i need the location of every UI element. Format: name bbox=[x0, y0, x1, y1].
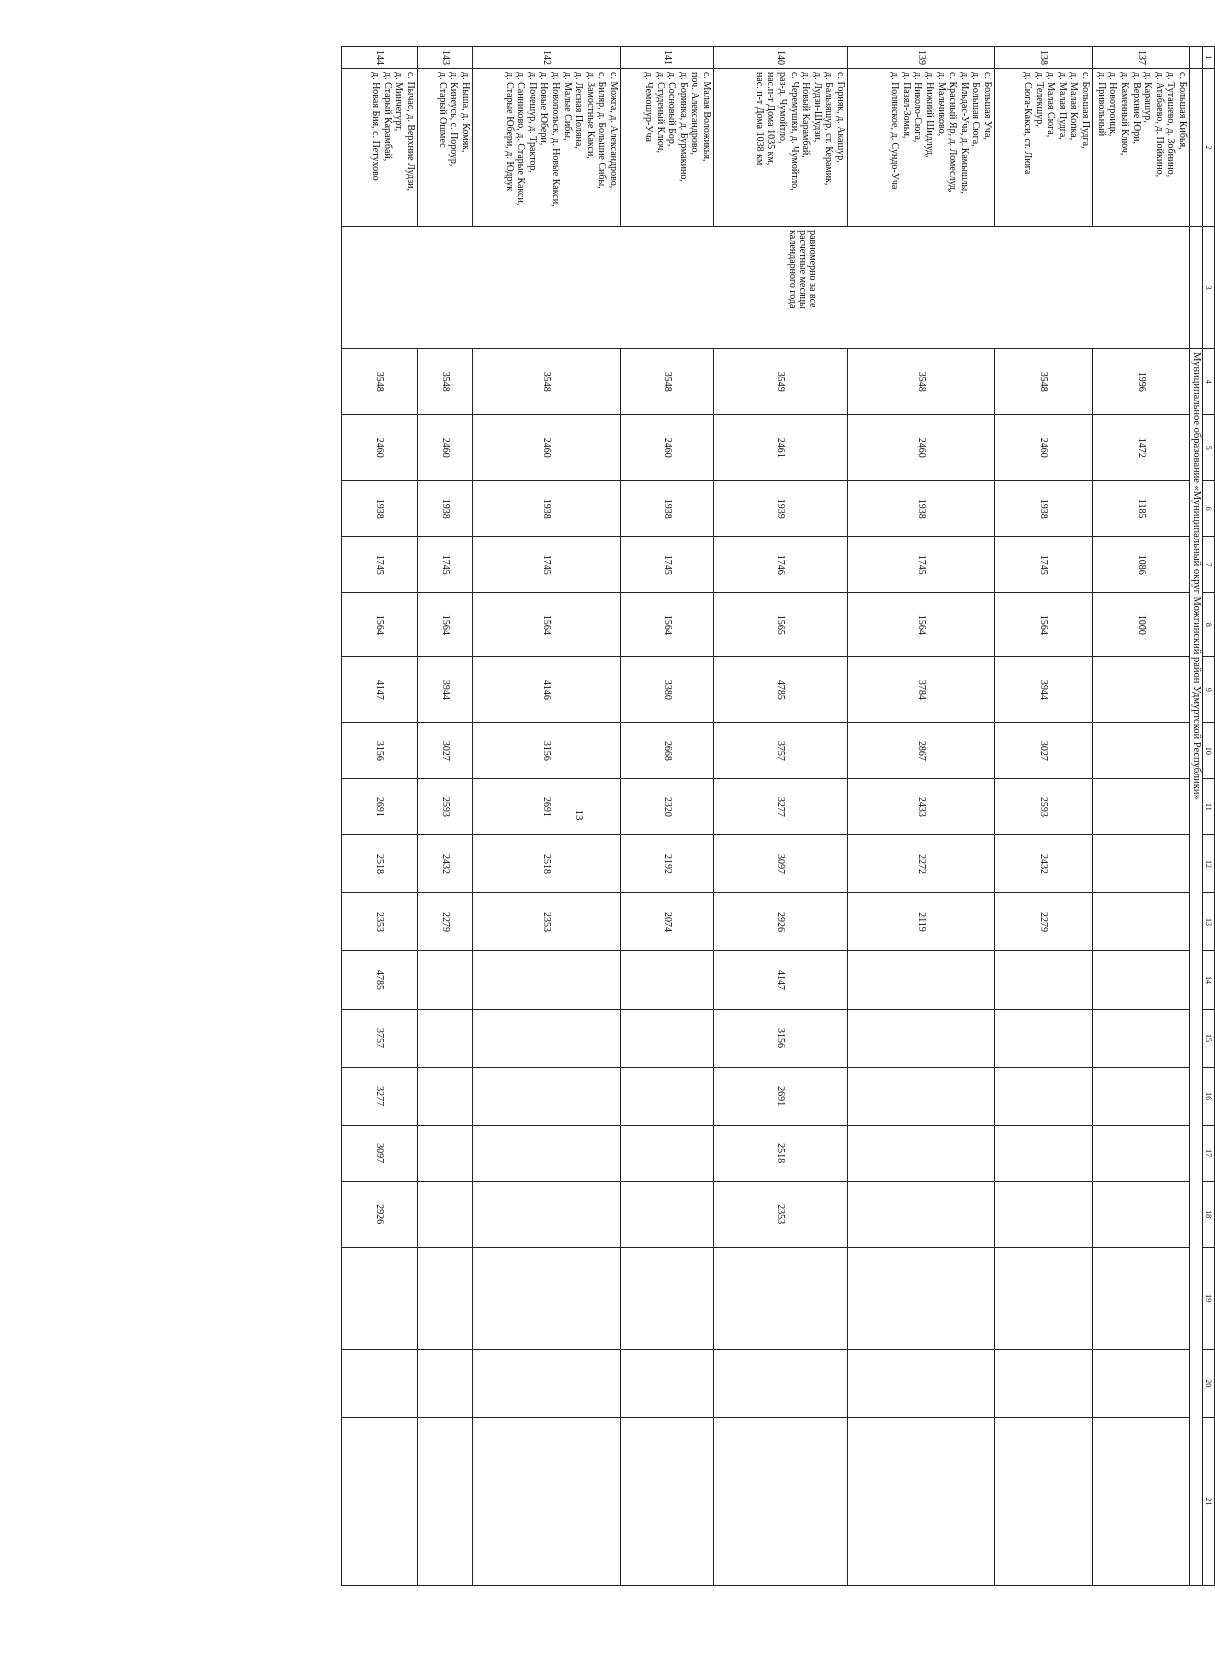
value-cell-col-9 bbox=[1093, 657, 1190, 723]
column-number-1: 1 bbox=[1203, 47, 1215, 69]
section-spacer-cell bbox=[1190, 47, 1203, 69]
value-cell-col-11: 2593 bbox=[418, 779, 473, 835]
value-cell-col-18 bbox=[418, 1181, 473, 1247]
rotated-table-container bbox=[135, 46, 1215, 1586]
value-cell-col-20 bbox=[714, 1349, 848, 1417]
column-number-3: 3 bbox=[1203, 227, 1215, 349]
column-number-13: 13 bbox=[1203, 893, 1215, 951]
value-cell-col-14 bbox=[848, 951, 995, 1009]
value-cell-col-8: 1564 bbox=[418, 593, 473, 657]
value-cell-col-13: 2074 bbox=[621, 893, 714, 951]
settlements-cell: с. Большая Кибья, д. Туташево, д. Зобнино, д. Атабаево, д. Пойкино, д. Карашур, д. Верхние Юри, д. Каменный Ключ, д. Новотроицк, д. Привольный bbox=[1093, 69, 1190, 227]
value-cell-col-19 bbox=[848, 1247, 995, 1349]
settlements-cell: с. Большая Пудга, д. Малая Копка, д. Малая Пудга, д. Малая Сюга, д. Телекшур, д. Сюга-Какси, ст. Люга bbox=[995, 69, 1093, 227]
value-cell-col-11 bbox=[1093, 779, 1190, 835]
value-cell-col-17 bbox=[473, 1125, 621, 1181]
value-cell-col-19 bbox=[621, 1247, 714, 1349]
section-title: Муниципальное образование «Муниципальный округ Можгинский район Удмуртской Республики» bbox=[1190, 349, 1203, 1586]
value-cell-col-7: 1745 bbox=[418, 537, 473, 593]
section-row bbox=[1190, 47, 1203, 1586]
value-cell-col-11: 2593 bbox=[995, 779, 1093, 835]
value-cell-col-16: 2691 bbox=[714, 1067, 848, 1125]
settlements-cell: д. Ныша, д. Комяк, д. Кинеусь, с. Пороур, д. Старый Ошмес bbox=[418, 69, 473, 227]
value-cell-col-19 bbox=[418, 1247, 473, 1349]
column-number-15: 15 bbox=[1203, 1009, 1215, 1067]
value-cell-col-5: 2460 bbox=[418, 415, 473, 481]
value-cell-col-9: 3944 bbox=[995, 657, 1093, 723]
column-number-4: 4 bbox=[1203, 349, 1215, 415]
column-number-16: 16 bbox=[1203, 1067, 1215, 1125]
value-cell-col-14 bbox=[473, 951, 621, 1009]
value-cell-col-20 bbox=[342, 1349, 418, 1417]
settlements-cell: с. Горняк, д. Акашур, д. Бальзяшур, ст. Керамик, д. Лудзи-Шудзи, д. Новый Карамбай, с. Черемушки, д. Чумойтло, раз-д. Чумойтло, нас.п-т Дома 1035 км, нас. п-т Дома 1038 км bbox=[714, 69, 848, 227]
value-cell-col-20 bbox=[848, 1349, 995, 1417]
value-cell-col-4: 3548 bbox=[621, 349, 714, 415]
value-cell-col-14 bbox=[418, 951, 473, 1009]
value-cell-col-17: 2518 bbox=[714, 1125, 848, 1181]
value-cell-col-17 bbox=[418, 1125, 473, 1181]
value-cell-col-6: 1185 bbox=[1093, 481, 1190, 537]
section-spacer-cell bbox=[1190, 227, 1203, 349]
value-cell-col-14: 4147 bbox=[714, 951, 848, 1009]
value-cell-col-9: 4146 bbox=[473, 657, 621, 723]
value-cell-col-21 bbox=[473, 1417, 621, 1585]
value-cell-col-19 bbox=[473, 1247, 621, 1349]
value-cell-col-14 bbox=[1093, 951, 1190, 1009]
value-cell-col-9: 4785 bbox=[714, 657, 848, 723]
value-cell-col-17 bbox=[621, 1125, 714, 1181]
value-cell-col-7: 1086 bbox=[1093, 537, 1190, 593]
row-number: 144 bbox=[342, 47, 418, 69]
value-cell-col-12: 3097 bbox=[714, 835, 848, 893]
value-cell-col-15 bbox=[1093, 1009, 1190, 1067]
value-cell-col-12: 2518 bbox=[473, 835, 621, 893]
value-cell-col-5: 2460 bbox=[473, 415, 621, 481]
value-cell-col-8: 1564 bbox=[342, 593, 418, 657]
value-cell-col-5: 2461 bbox=[714, 415, 848, 481]
value-cell-col-11: 2320 bbox=[621, 779, 714, 835]
value-cell-col-11: 2433 bbox=[848, 779, 995, 835]
table-body bbox=[342, 47, 1215, 1586]
value-cell-col-10: 3156 bbox=[473, 723, 621, 779]
value-cell-col-18: 2353 bbox=[714, 1181, 848, 1247]
value-cell-col-11: 3277 bbox=[714, 779, 848, 835]
row-number: 138 bbox=[995, 47, 1093, 69]
value-cell-col-15: 3757 bbox=[342, 1009, 418, 1067]
column-number-2: 2 bbox=[1203, 69, 1215, 227]
value-cell-col-21 bbox=[418, 1417, 473, 1585]
value-cell-col-5: 2460 bbox=[848, 415, 995, 481]
settlements-cell: с. Малая Воложикья, поч. Александрово, д. Боринка, д. Бурмакино, д. Сосновый Бор, д. Студеный Ключ, д. Чемошур-Уча bbox=[621, 69, 714, 227]
row-number: 137 bbox=[1093, 47, 1190, 69]
value-cell-col-18 bbox=[621, 1181, 714, 1247]
value-cell-col-13 bbox=[1093, 893, 1190, 951]
value-cell-col-12: 2432 bbox=[418, 835, 473, 893]
value-cell-col-19 bbox=[714, 1247, 848, 1349]
value-cell-col-6: 1938 bbox=[418, 481, 473, 537]
value-cell-col-19 bbox=[342, 1247, 418, 1349]
value-cell-col-19 bbox=[995, 1247, 1093, 1349]
row-number: 142 bbox=[473, 47, 621, 69]
value-cell-col-9: 3784 bbox=[848, 657, 995, 723]
value-cell-col-14 bbox=[995, 951, 1093, 1009]
value-cell-col-13: 2279 bbox=[995, 893, 1093, 951]
value-cell-col-16 bbox=[473, 1067, 621, 1125]
value-cell-col-21 bbox=[621, 1417, 714, 1585]
value-cell-col-4: 3548 bbox=[995, 349, 1093, 415]
value-cell-col-13: 2353 bbox=[473, 893, 621, 951]
column-number-19: 19 bbox=[1203, 1247, 1215, 1349]
value-cell-col-20 bbox=[1093, 1349, 1190, 1417]
value-cell-col-18: 2926 bbox=[342, 1181, 418, 1247]
value-cell-col-9: 3944 bbox=[418, 657, 473, 723]
value-cell-col-13: 2279 bbox=[418, 893, 473, 951]
value-cell-col-16: 3277 bbox=[342, 1067, 418, 1125]
settlements-cell: с. Пычас, д. Верхние Лудзи, д. Минчегурт, д. Старый Карамбай, д. Новая Бия, с. Петухово bbox=[342, 69, 418, 227]
page-number: 13 bbox=[573, 809, 585, 821]
value-cell-col-5: 2460 bbox=[342, 415, 418, 481]
value-cell-col-21 bbox=[848, 1417, 995, 1585]
value-cell-col-10: 2668 bbox=[621, 723, 714, 779]
value-cell-col-7: 1746 bbox=[714, 537, 848, 593]
value-cell-col-5: 2460 bbox=[621, 415, 714, 481]
value-cell-col-15: 3156 bbox=[714, 1009, 848, 1067]
value-cell-col-12: 2518 bbox=[342, 835, 418, 893]
value-cell-col-18 bbox=[848, 1181, 995, 1247]
value-cell-col-17: 3097 bbox=[342, 1125, 418, 1181]
value-cell-col-6: 1938 bbox=[995, 481, 1093, 537]
value-cell-col-4: 1996 bbox=[1093, 349, 1190, 415]
value-cell-col-6: 1938 bbox=[473, 481, 621, 537]
table-row bbox=[1093, 47, 1190, 1586]
value-cell-col-12: 2272 bbox=[848, 835, 995, 893]
value-cell-col-8: 1564 bbox=[848, 593, 995, 657]
column-number-11: 11 bbox=[1203, 779, 1215, 835]
value-cell-col-16 bbox=[848, 1067, 995, 1125]
value-cell-col-17 bbox=[1093, 1125, 1190, 1181]
column-number-9: 9 bbox=[1203, 657, 1215, 723]
value-cell-col-21 bbox=[995, 1417, 1093, 1585]
value-cell-col-10 bbox=[1093, 723, 1190, 779]
value-cell-col-14 bbox=[621, 951, 714, 1009]
settlements-cell: с. Большая Уча, д. Большая Сюга, д. Ильдас-Уча, д. Камышлы, с. Красный Яр, д. Ломеслуд, д. Мальчиково, д. Нижний Шидлуд, д. Николо-Сюга, д. Пазял-Зомья, д. Полянское, д. Сундо-Уча bbox=[848, 69, 995, 227]
value-cell-col-4: 3548 bbox=[473, 349, 621, 415]
value-cell-col-12 bbox=[1093, 835, 1190, 893]
value-cell-col-12: 2192 bbox=[621, 835, 714, 893]
settlements-cell: с. Можга, д. Александрово, с. Биляр, д. Большие Сибы, д. Замостные Какси, д. Лесная Поляна, д. Малые Сибы, д. Новопольск, д. Новые Какси, д. Новые Юбери, д. Почешур, д. Трактор, д. Санниково, д. Старые Какси, д. Старые Юбери, д. Юдрук bbox=[473, 69, 621, 227]
value-cell-col-17 bbox=[995, 1125, 1093, 1181]
value-cell-col-10: 2867 bbox=[848, 723, 995, 779]
value-cell-col-16 bbox=[995, 1067, 1093, 1125]
value-cell-col-4: 3548 bbox=[848, 349, 995, 415]
value-cell-col-7: 1745 bbox=[342, 537, 418, 593]
value-cell-col-6: 1938 bbox=[621, 481, 714, 537]
value-cell-col-10: 3027 bbox=[995, 723, 1093, 779]
row-number: 139 bbox=[848, 47, 995, 69]
value-cell-col-18 bbox=[473, 1181, 621, 1247]
value-cell-col-13: 2119 bbox=[848, 893, 995, 951]
value-cell-col-20 bbox=[995, 1349, 1093, 1417]
value-cell-col-21 bbox=[714, 1417, 848, 1585]
value-cell-col-11: 2691 bbox=[342, 779, 418, 835]
value-cell-col-16 bbox=[418, 1067, 473, 1125]
value-cell-col-15 bbox=[473, 1009, 621, 1067]
value-cell-col-16 bbox=[1093, 1067, 1190, 1125]
value-cell-col-4: 3549 bbox=[714, 349, 848, 415]
value-cell-col-10: 3757 bbox=[714, 723, 848, 779]
column-number-row bbox=[1203, 47, 1215, 1586]
value-cell-col-7: 1745 bbox=[848, 537, 995, 593]
value-cell-col-8: 1564 bbox=[621, 593, 714, 657]
value-cell-col-8: 1000 bbox=[1093, 593, 1190, 657]
section-spacer-cell bbox=[1190, 69, 1203, 227]
value-cell-col-11: 2691 bbox=[473, 779, 621, 835]
column-number-20: 20 bbox=[1203, 1349, 1215, 1417]
value-cell-col-8: 1564 bbox=[995, 593, 1093, 657]
value-cell-col-4: 3548 bbox=[418, 349, 473, 415]
value-cell-col-5: 1472 bbox=[1093, 415, 1190, 481]
value-cell-col-6: 1938 bbox=[342, 481, 418, 537]
value-cell-col-7: 1745 bbox=[621, 537, 714, 593]
value-cell-col-8: 1565 bbox=[714, 593, 848, 657]
value-cell-col-8: 1564 bbox=[473, 593, 621, 657]
value-cell-col-16 bbox=[621, 1067, 714, 1125]
value-cell-col-9: 4147 bbox=[342, 657, 418, 723]
column-number-18: 18 bbox=[1203, 1181, 1215, 1247]
value-cell-col-15 bbox=[621, 1009, 714, 1067]
row-number: 141 bbox=[621, 47, 714, 69]
column-number-17: 17 bbox=[1203, 1125, 1215, 1181]
value-cell-col-6: 1938 bbox=[848, 481, 995, 537]
value-cell-col-18 bbox=[995, 1181, 1093, 1247]
column-number-10: 10 bbox=[1203, 723, 1215, 779]
value-cell-col-10: 3156 bbox=[342, 723, 418, 779]
value-cell-col-20 bbox=[473, 1349, 621, 1417]
column-number-8: 8 bbox=[1203, 593, 1215, 657]
column-number-6: 6 bbox=[1203, 481, 1215, 537]
row-number: 140 bbox=[714, 47, 848, 69]
value-cell-col-20 bbox=[621, 1349, 714, 1417]
column-number-5: 5 bbox=[1203, 415, 1215, 481]
value-cell-col-21 bbox=[342, 1417, 418, 1585]
row-number: 143 bbox=[418, 47, 473, 69]
value-cell-col-6: 1939 bbox=[714, 481, 848, 537]
value-cell-col-13: 2353 bbox=[342, 893, 418, 951]
value-cell-col-15 bbox=[848, 1009, 995, 1067]
value-cell-col-15 bbox=[418, 1009, 473, 1067]
value-cell-col-5: 2460 bbox=[995, 415, 1093, 481]
value-cell-col-10: 3027 bbox=[418, 723, 473, 779]
value-cell-col-21 bbox=[1093, 1417, 1190, 1585]
value-cell-col-15 bbox=[995, 1009, 1093, 1067]
value-cell-col-7: 1745 bbox=[473, 537, 621, 593]
value-cell-col-12: 2432 bbox=[995, 835, 1093, 893]
column-number-14: 14 bbox=[1203, 951, 1215, 1009]
value-cell-col-17 bbox=[848, 1125, 995, 1181]
value-cell-col-13: 2926 bbox=[714, 893, 848, 951]
value-cell-col-14: 4785 bbox=[342, 951, 418, 1009]
value-cell-col-7: 1745 bbox=[995, 537, 1093, 593]
tariff-table bbox=[341, 46, 1215, 1586]
value-cell-col-9: 3380 bbox=[621, 657, 714, 723]
value-cell-col-18 bbox=[1093, 1181, 1190, 1247]
value-cell-col-20 bbox=[418, 1349, 473, 1417]
period-note: равномерно за все расчетные месяцы календарного года bbox=[342, 227, 1190, 349]
column-number-21: 21 bbox=[1203, 1417, 1215, 1585]
value-cell-col-19 bbox=[1093, 1247, 1190, 1349]
column-number-12: 12 bbox=[1203, 835, 1215, 893]
value-cell-col-4: 3548 bbox=[342, 349, 418, 415]
column-number-7: 7 bbox=[1203, 537, 1215, 593]
